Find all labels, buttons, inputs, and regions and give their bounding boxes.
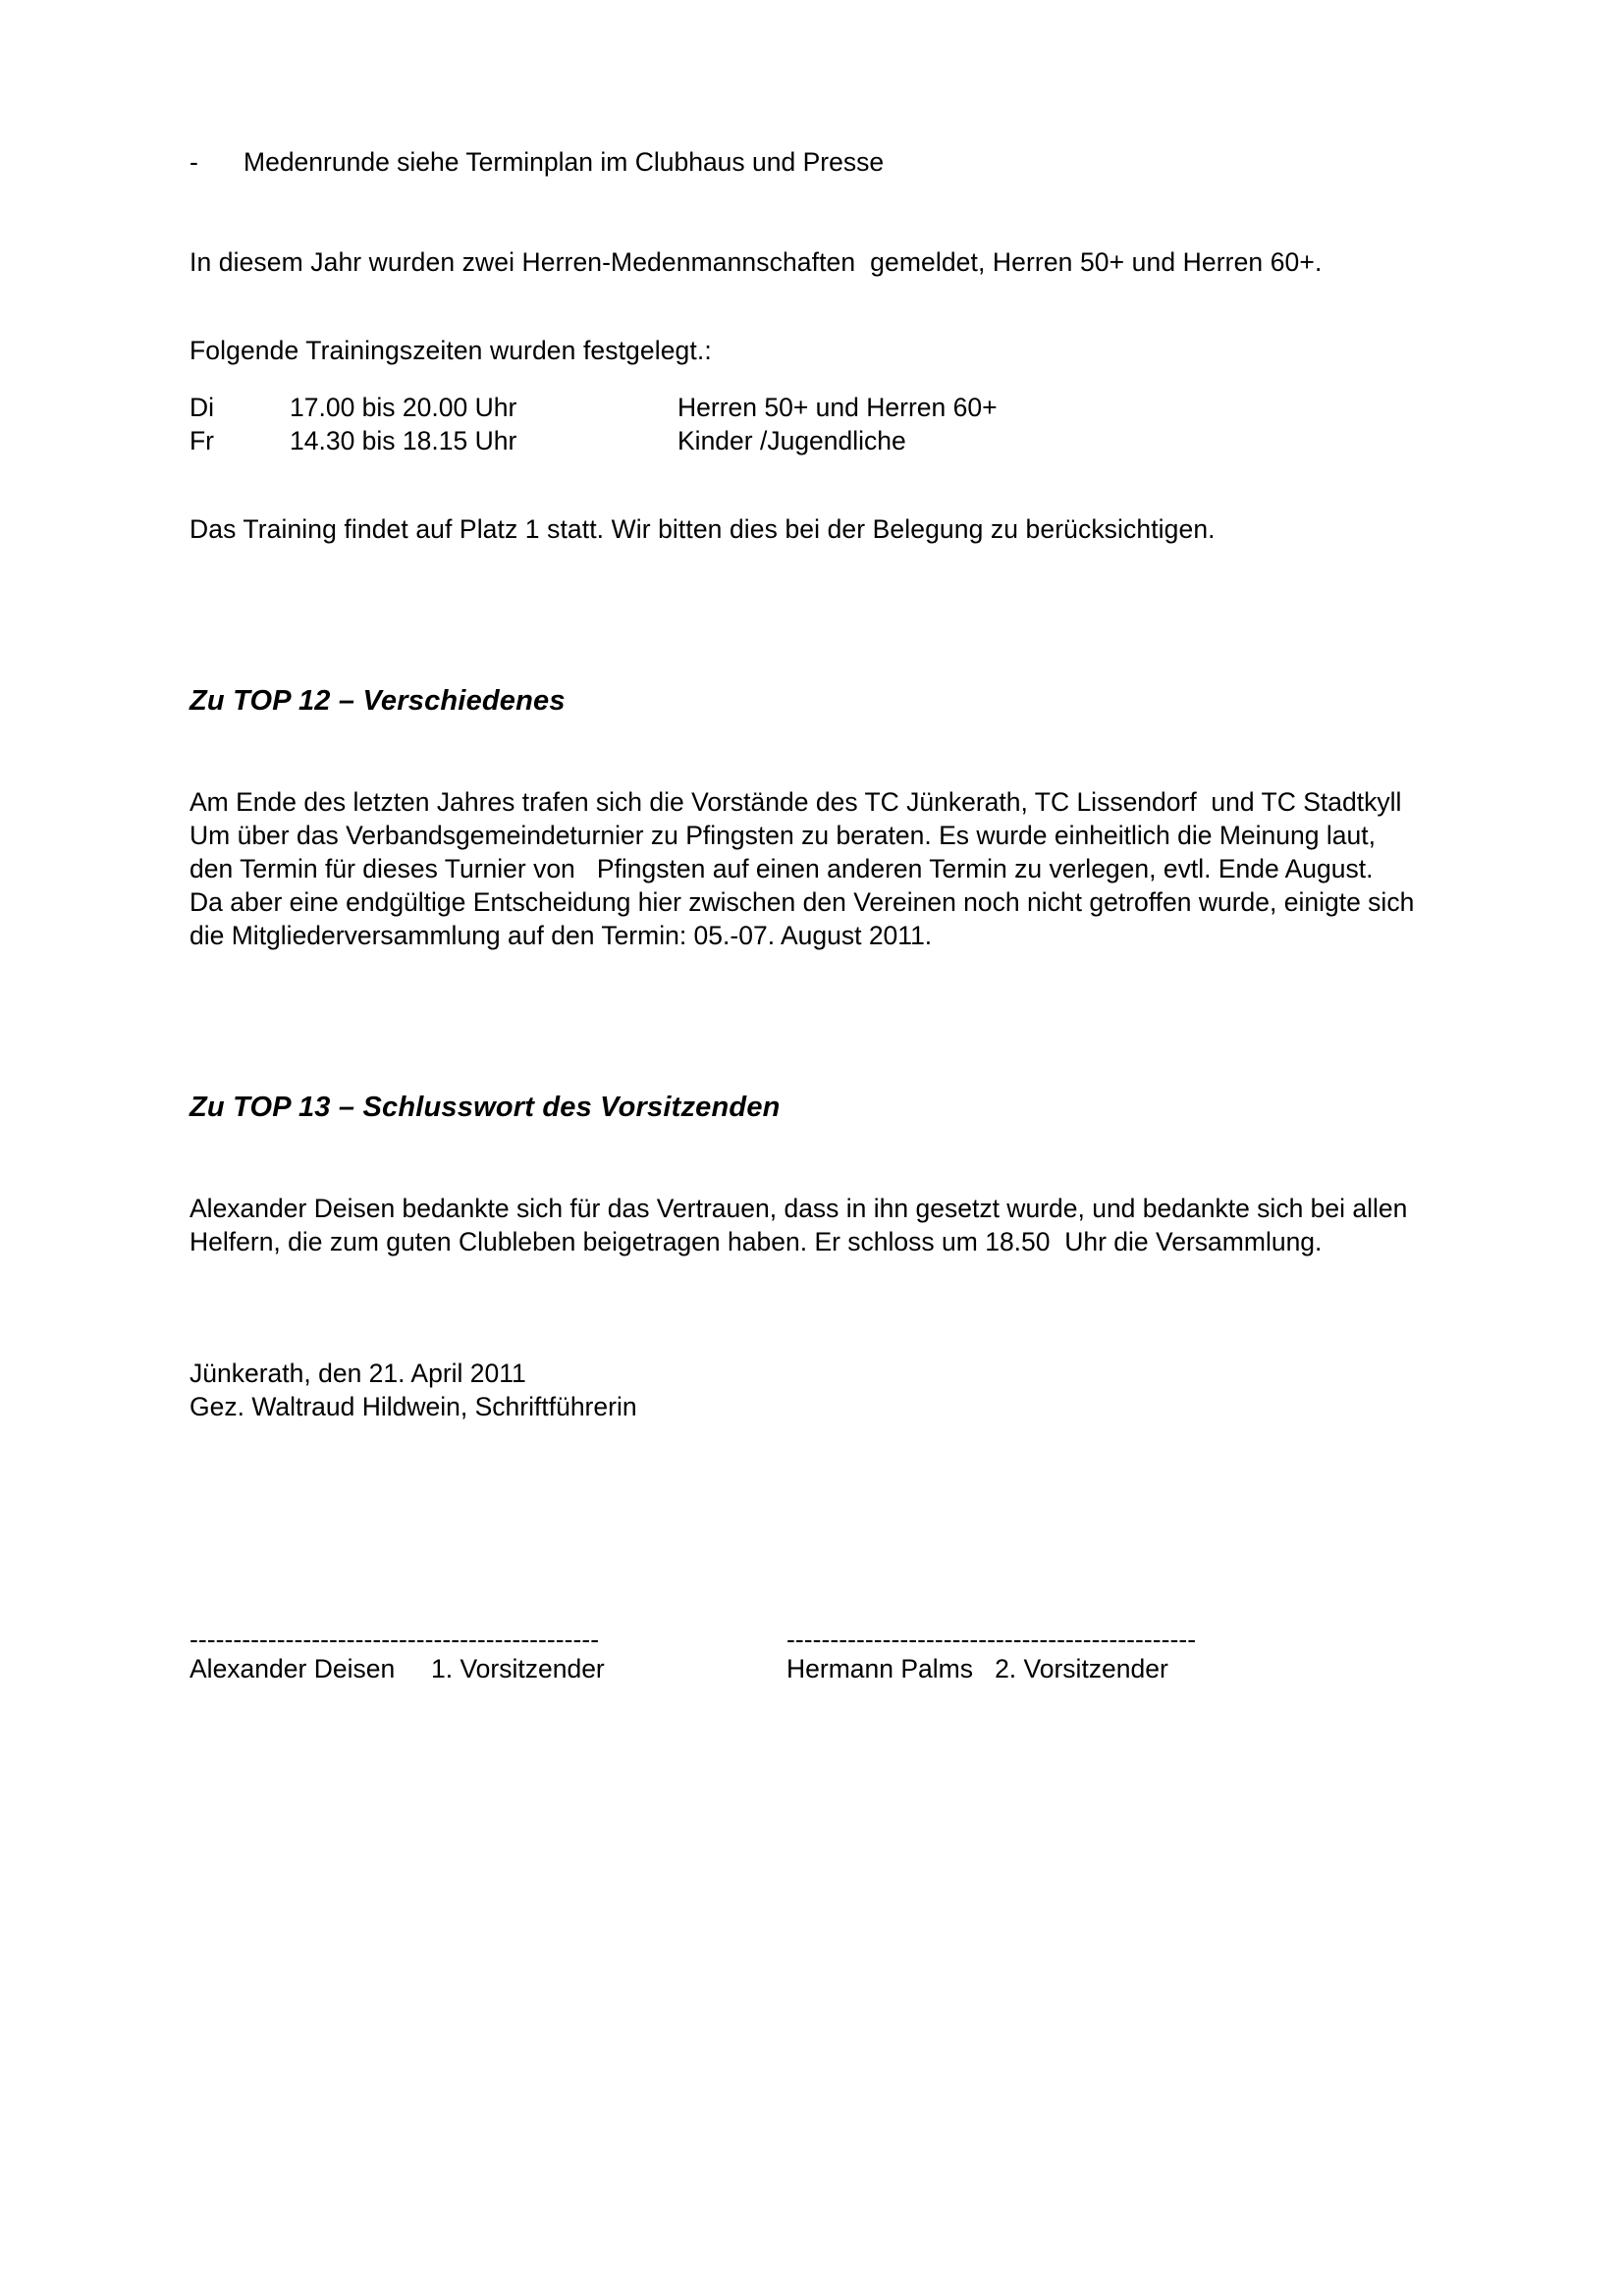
spacer xyxy=(189,952,1495,1090)
paragraph-line: den Termin für dieses Turnier von Pfingsten auf einen anderen Termin zu verlegen, evtl. Ende August. xyxy=(189,854,1374,883)
bullet-item-medenrunde xyxy=(189,145,1495,179)
training-day: Fr xyxy=(189,426,215,455)
intro-paragraph: In diesem Jahr wurden zwei Herren-Medenmannschaften gemeldet, Herren 50+ und Herren 60+. xyxy=(189,247,1323,277)
paragraph-line: Am Ende des letzten Jahres trafen sich die Vorstände des TC Jünkerath, TC Lissendorf und TC Stadtkyll xyxy=(189,787,1402,817)
paragraph-line: Helfern, die zum guten Clubleben beigetragen haben. Er schloss um 18.50 Uhr die Versammlung. xyxy=(189,1227,1323,1256)
spacer xyxy=(189,179,1495,245)
training-intro-text: Folgende Trainingszeiten wurden festgelegt.: xyxy=(189,336,712,365)
paragraph-line: Um über das Verbandsgemeindeturnier zu Pfingsten zu beraten. Es wurde einheitlich die Meinung laut, xyxy=(189,821,1376,850)
training-group: Herren 50+ und Herren 60+ xyxy=(677,393,998,422)
training-group: Kinder /Jugendliche xyxy=(677,426,906,455)
top-12-paragraph xyxy=(189,785,1495,952)
signature-rule-left: ----------------------------------------------- xyxy=(189,1628,600,1651)
signature-block-right xyxy=(786,1628,1196,1686)
spacer xyxy=(189,1423,1495,1561)
training-note: Das Training findet auf Platz 1 statt. Wir bitten dies bei der Belegung zu berücksichtigen. xyxy=(189,514,1216,544)
bullet-dash: - xyxy=(189,147,198,177)
top-13-paragraph xyxy=(189,1192,1495,1258)
spacer xyxy=(189,546,1495,683)
spacer xyxy=(189,1561,1495,1628)
signature-name-right: Hermann Palms 2. Vorsitzender xyxy=(786,1654,1168,1683)
heading-top-13: Zu TOP 13 – Schlusswort des Vorsitzenden xyxy=(189,1092,781,1123)
training-day: Di xyxy=(189,393,215,422)
spacer xyxy=(189,1258,1495,1357)
training-row xyxy=(189,424,1495,457)
bullet-item-label: Medenrunde siehe Terminplan im Clubhaus und Presse xyxy=(244,147,885,177)
top-spacer xyxy=(189,0,1495,145)
training-row xyxy=(189,391,1495,424)
paragraph-line: die Mitgliederversammlung auf den Termin: 05.-07. August 2011. xyxy=(189,921,933,950)
signature-gap xyxy=(641,1628,786,1686)
spacer xyxy=(189,367,1495,391)
signature-block-left xyxy=(189,1628,641,1686)
signature-name-left: Alexander Deisen 1. Vorsitzender xyxy=(189,1654,605,1683)
spacer xyxy=(189,457,1495,512)
training-time: 14.30 bis 18.15 Uhr xyxy=(290,426,517,455)
signature-rule-right: ----------------------------------------------- xyxy=(786,1628,1197,1651)
closing-block xyxy=(189,1357,1495,1423)
training-time: 17.00 bis 20.00 Uhr xyxy=(290,393,517,422)
document-body xyxy=(189,0,1495,1686)
closing-place-date: Jünkerath, den 21. April 2011 xyxy=(189,1359,526,1388)
paragraph-line: Da aber eine endgültige Entscheidung hier zwischen den Vereinen noch nicht getroffen wurde, einigte sich xyxy=(189,887,1415,917)
signature-area xyxy=(189,1628,1495,1686)
spacer xyxy=(189,719,1495,785)
spacer xyxy=(189,279,1495,334)
paragraph-line: Alexander Deisen bedankte sich für das Vertrauen, dass in ihn gesetzt wurde, und bedankte sich bei allen xyxy=(189,1194,1408,1223)
heading-top-12: Zu TOP 12 – Verschiedenes xyxy=(189,685,566,717)
spacer xyxy=(189,1125,1495,1192)
closing-signed-by: Gez. Waltraud Hildwein, Schriftführerin xyxy=(189,1392,637,1421)
